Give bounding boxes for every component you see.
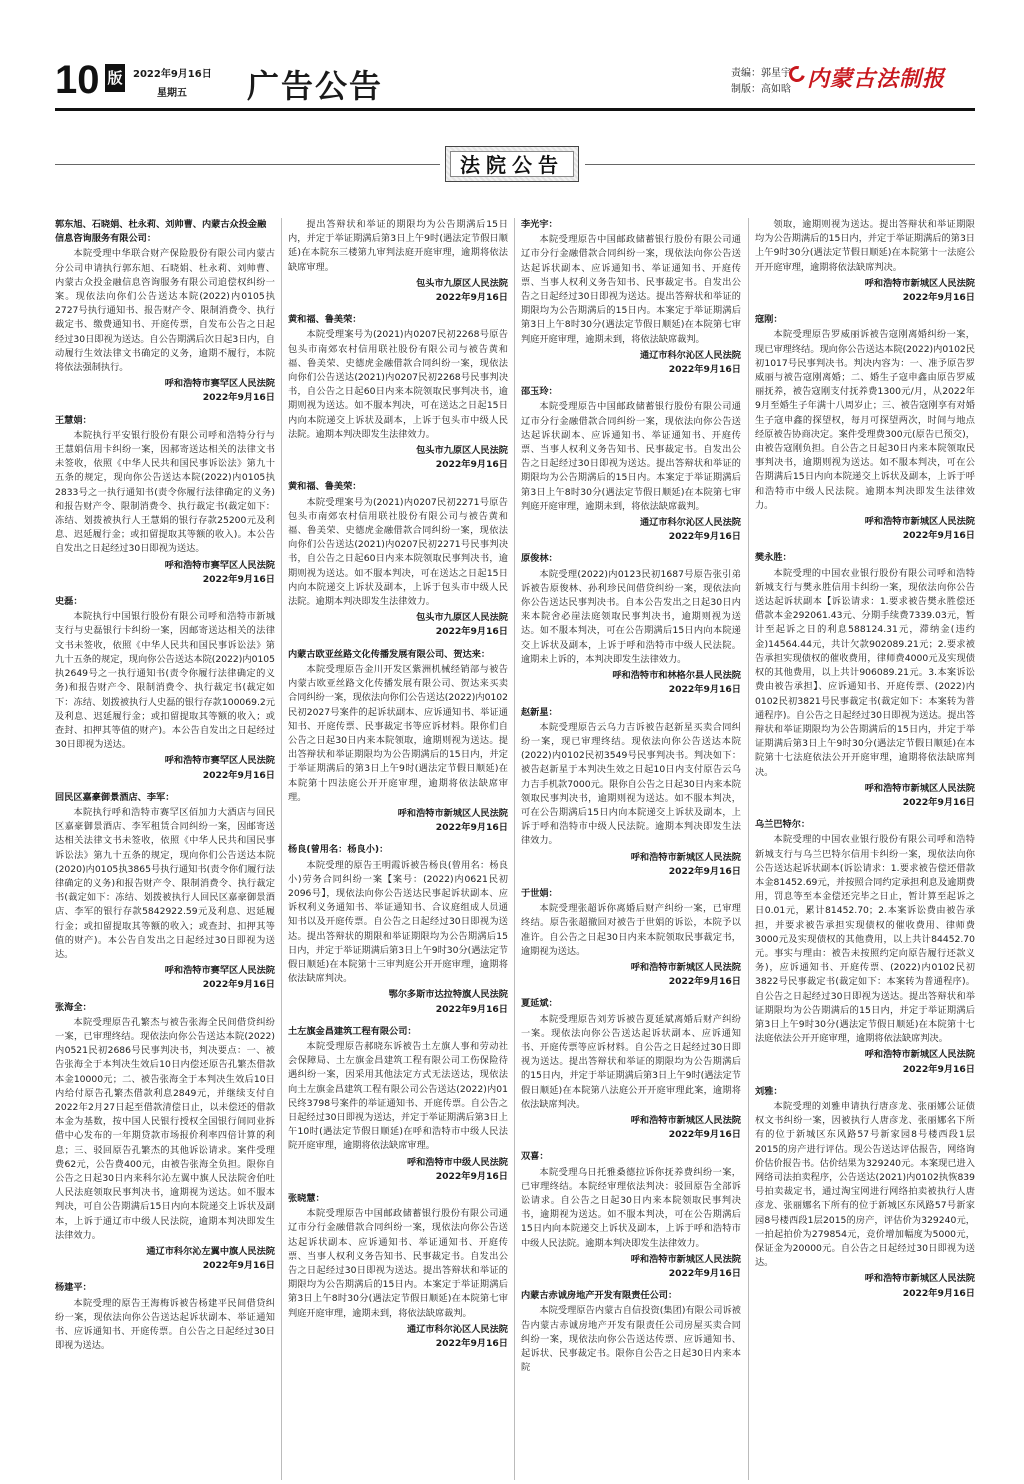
notice-date: 2022年9月16日 bbox=[902, 292, 975, 304]
notice-date: 2022年9月16日 bbox=[435, 626, 508, 638]
notice-party: 王慧娟： bbox=[55, 414, 92, 426]
notice-party: 杨良(曾用名：杨良小)： bbox=[288, 844, 389, 856]
notice-body: 本院受理原告中国邮政储蓄银行股份有限公司通辽市分行金融借款合同纠纷一案，现依法向你公告送达起诉状副本、应诉通知书、举证通知书、开庭传票、当事人权利义务告知书、民事裁定书。自发出公告之日起经过30日即视为送达。提出答辩状和举证的期限均为公告期满后的15日内。本案定于举证期满后第3日上午8时30分(遇法定节假日顺延)在本院第七审判庭开庭审理，逾期未到，将依法缺席裁判。 bbox=[521, 401, 741, 512]
ban-label: 版 bbox=[105, 64, 125, 92]
notice-date: 2022年9月16日 bbox=[668, 1129, 741, 1141]
notice-court: 通辽市科尔沁区人民法院 bbox=[406, 1323, 508, 1335]
notice-party: 土左旗金昌建筑工程有限公司： bbox=[288, 1025, 417, 1037]
notice-party: 寇刚： bbox=[755, 314, 783, 326]
notice-date: 2022年9月16日 bbox=[435, 1003, 508, 1015]
court-notice bbox=[521, 997, 741, 1142]
notice-date: 2022年9月16日 bbox=[202, 769, 275, 781]
notice-date: 2022年9月16日 bbox=[202, 979, 275, 991]
notice-party: 李光宇： bbox=[521, 219, 558, 230]
court-notice bbox=[755, 218, 975, 305]
notice-date: 2022年9月16日 bbox=[435, 459, 508, 471]
court-notice bbox=[755, 1085, 975, 1301]
notice-body: 本院受理原告孔繁杰与被告张海全民间借贷纠纷一案，已审理终结。现依法向你公告送达本院(2022)内0521民初2686号民事判决书，判决要点：一、被告张海全于本判决生效后10日内偿还原告孔繁杰借款本金10000元；二、被告张海全于本判决生效后10日内给付原告孔繁杰借款利息2849元，并继续支付自2022年2月27日起至借款清偿日止，以未偿还的借款本金为基数，按中国人民银行授权全国银行间同业拆借中心发布的一年期贷款市场报价利率四倍计算的利息；三、驳回原告孔繁杰的其他诉讼请求。案件受理费62元，公告费400元，由被告张海全负担。限你自公告之日起30日内来科尔沁左翼中旗人民法院舍伯吐人民法庭领取民事判决书，逾期视为送达。如不服本判决，可自公告期满后15日内向本院递交上诉状及副本，上诉于通辽市中级人民法院，逾期本判决即发生法律效力。 bbox=[55, 1016, 275, 1241]
notice-party: 樊永胜： bbox=[755, 552, 792, 564]
banner-rule-right bbox=[585, 164, 975, 165]
court-notice bbox=[288, 1192, 508, 1351]
court-notice bbox=[755, 313, 975, 543]
notice-body: 提出答辩状和举证的期限均为公告期满后15日内，并定于举证期满后第3日上午9时(遇法定节假日顺延)在本院东三楼第九审判法庭开庭审理，逾期将依法缺席审理。 bbox=[288, 219, 508, 273]
notice-party: 回民区嘉豪御景酒店、李军： bbox=[55, 791, 175, 803]
notice-body: 本院受理原告中国邮政储蓄银行股份有限公司通辽市分行金融借款合同纠纷一案，现依法向你公告送达起诉状副本、应诉通知书、举证通知书、开庭传票、当事人权利义务告知书、民事裁定书。自发出公告之日起经过30日即视为送达。提出答辩状和举证的期限均为公告期满后的15日内。本案定于举证期满后第3日上午8时30分(遇法定节假日顺延)在本院第七审判庭开庭审理，逾期未到，将依法缺席裁判。 bbox=[288, 1208, 508, 1319]
notice-body: 本院执行中国银行股份有限公司呼和浩特市新城支行与史磊银行卡纠纷一案，因邮寄送达相关的法律文书未签收，依照《中华人民共和国民事诉讼法》第九十五条的规定，现向你公告送达本院(2022)内0105执2649号之一执行通知书(责令你履行法律确定的义务)和报告财产令、限制消费令、执行裁定书(裁定如下：冻结、划拨被执行人史磊的银行存款100069.2元及利息、迟延履行金；或扣留提取其等额的收入；或查封、扣押其等值的财产)。本公告自发出之日起经过30日即视为送达。 bbox=[55, 611, 275, 751]
notice-court: 呼和浩特市和林格尔县人民法院 bbox=[612, 670, 741, 682]
notice-date: 2022年9月16日 bbox=[435, 1338, 508, 1350]
court-notice bbox=[55, 595, 275, 783]
court-notice bbox=[55, 1281, 275, 1353]
court-notice bbox=[521, 706, 741, 879]
notice-date: 2022年9月16日 bbox=[902, 530, 975, 542]
column-divider bbox=[281, 218, 282, 1480]
notice-date: 2022年9月16日 bbox=[668, 1268, 741, 1280]
notice-court: 包头市九原区人民法院 bbox=[416, 612, 508, 624]
court-notice bbox=[55, 791, 275, 993]
column-1 bbox=[55, 218, 275, 1480]
notice-court: 鄂尔多斯市达拉特旗人民法院 bbox=[388, 989, 508, 1001]
notice-body: 本院受理原告中国邮政储蓄银行股份有限公司通辽市分行金融借款合同纠纷一案，现依法向你公告送达起诉状副本、应诉通知书、举证通知书、开庭传票、当事人权利义务告知书、民事裁定书。自发出公告之日起经过30日即视为送达。提出答辩状和举证的期限均为公告期满后的15日内。本案定于举证期满后第3日上午8时30分(遇法定节假日顺延)在本院第七审判庭开庭审理，逾期未到，将依法缺席裁判。 bbox=[521, 234, 741, 345]
court-notice bbox=[55, 1001, 275, 1274]
notice-party: 刘雅： bbox=[755, 1085, 783, 1097]
notice-court: 呼和浩特市赛罕区人民法院 bbox=[164, 378, 275, 390]
notice-court: 通辽市科尔沁区人民法院 bbox=[639, 349, 741, 361]
notice-body: 本院受理原告金川开发区紫洲机械经销部与被告内蒙古欧亚丝路文化传播发展有限公司、贺达来买卖合同纠纷一案，现依法向你们公告送达(2022)内0102民初2027号案件的起诉状副本、应诉通知书、举证通知书、开庭传票、民事裁定书等应诉材料。限你们自公告之日起30日内来本院领取，逾期则视为送达。提出答辩状和举证期限均为公告期满后的15日内，并定于举证期满后的第3日上午9时(遇法定节假日顺延)在本院第十四法庭公开开庭审理，逾期将依法缺席审理。 bbox=[288, 663, 508, 803]
banner-title: 法院公告 bbox=[450, 151, 574, 177]
notice-date: 2022年9月16日 bbox=[668, 976, 741, 988]
notice-court: 通辽市科尔沁左翼中旗人民法院 bbox=[146, 1246, 275, 1258]
notice-body: 本院受理原告罗威丽诉被告寇刚离婚纠纷一案，现已审理终结。现向你公告送达本院(2022)内0102民初1017号民事判决书。判决内容为：一、准予原告罗威丽与被告寇刚离婚；二、婚生子寇申鑫由原告罗威丽抚养，被告寇刚支付抚养费1300元/月，从2022年9月至婚生子年满十八周岁止；三、被告寇刚享有对婚生子寇申鑫的探望权，每月可探望两次，时间与地点经原被告协商决定。案件受理费300元(原告已预交)，由被告寇刚负担。自公告之日起30日内来本院领取民事判决书，逾期则视为送达。如不服本判决，可在公告期满后15日内向本院递交上诉状及副本，上诉于呼和浩特市中级人民法院。逾期本判决即发生法律效力。 bbox=[755, 329, 975, 511]
notice-body: 本院受理原告云乌力吉诉被告赵新星买卖合同纠纷一案，现已审理终结。现依法向你公告送达本院(2022)内0102民初3549号民事判决书。判决如下：被告赵新星于本判决生效之日起10日内支付原告云乌力吉手机款7000元。限你自公告之日起30日内来本院领取民事判决书，逾期则视为送达。如不服本判决，可在公告期满后15日内向本院递交上诉状及副本，上诉于呼和浩特市中级人民法院。逾期本判决即发生法律效力。 bbox=[521, 721, 741, 847]
column-2 bbox=[288, 218, 508, 1480]
notice-court: 呼和浩特市新城区人民法院 bbox=[864, 782, 975, 794]
notice-party: 杨建平： bbox=[55, 1282, 92, 1294]
notice-date: 2022年9月16日 bbox=[902, 1063, 975, 1075]
notice-court: 包头市九原区人民法院 bbox=[416, 445, 508, 457]
court-notice bbox=[755, 551, 975, 810]
notice-court: 呼和浩特市新城区人民法院 bbox=[630, 961, 741, 973]
section-title: 广告公告 bbox=[247, 67, 384, 105]
notice-party: 黄和福、鲁美荣： bbox=[288, 314, 362, 326]
notice-court: 呼和浩特市赛罕区人民法院 bbox=[164, 755, 275, 767]
notice-body: 本院受理的原告王明霞诉被告杨良(曾用名：杨良小)劳务合同纠纷一案【案号：(2022)内0621民初2096号】，现依法向你公告送达民事起诉状副本、应诉权利义务通知书、举证通知书、合议庭组成人员通知书以及开庭传票。自公告之日起经过30日即视为送达。提出答辩状的期限和举证期限均为公告期满后15日内，并定于举证期满后第3日上午9时30分(遇法定节假日顺延)在本院第十三审判庭公开开庭审理，逾期将依法缺席判决。 bbox=[288, 859, 508, 985]
notice-party: 内蒙古赤诚房地产开发有限责任公司： bbox=[521, 1290, 678, 1302]
court-notice bbox=[521, 552, 741, 697]
notice-court: 呼和浩特市新城区人民法院 bbox=[630, 1253, 741, 1265]
notice-court: 呼和浩特市赛罕区人民法院 bbox=[164, 559, 275, 571]
notice-body: 本院受理的中国农业银行股份有限公司呼和浩特新城支行与樊永胜信用卡纠纷一案，现依法向你公告送达起诉状副本【诉讼请求：1.要求被告樊永胜偿还借款本金292061.43元、分期手续费7339.03元，暂计至起诉之日的利息588124.31元，滞纳金(违约金)14564.44元，共计欠款902089.21元；2.要求被告承担实现债权的催收费用，律师费4000元及实现债权的其他费用，以上共计906089.21元。3.本案诉讼费由被告承担】、应诉通知书、开庭传票、(2022)内0102民初3821号民事裁定书(裁定如下：本案转为普通程序)。自公告之日起经过30日即视为送达。提出答辩状和举证期限均为公告期满后的15日内，并定于举证期满后第3日上午9时30分(遇法定节假日顺延)在本院第十七法庭依法公开开庭审理，逾期将依法缺席判决。 bbox=[755, 567, 975, 778]
notice-party: 郭东旭、石晓娟、杜永莉、刘帅曹、内蒙古众投金融信息咨询服务有限公司： bbox=[55, 219, 267, 245]
court-notice bbox=[755, 818, 975, 1077]
court-notice bbox=[288, 1025, 508, 1184]
notice-date: 2022年9月16日 bbox=[668, 865, 741, 877]
notice-date: 2022年9月16日 bbox=[902, 796, 975, 808]
court-notice bbox=[521, 1150, 741, 1281]
notice-court: 呼和浩特市新城区人民法院 bbox=[397, 807, 508, 819]
court-notice bbox=[521, 887, 741, 989]
court-notice bbox=[521, 385, 741, 544]
page-number: 10 bbox=[55, 58, 100, 102]
court-notice bbox=[288, 218, 508, 305]
court-notice bbox=[55, 218, 275, 406]
column-4 bbox=[755, 218, 975, 1480]
notice-body: 本院受理原告内蒙古自信投资(集团)有限公司诉被告内蒙古赤诚房地产开发有限责任公司房屋买卖合同纠纷一案，现依法向你公告送达传票、应诉通知书、起诉状、民事裁定书。限你自公告之日起30日内来本院 bbox=[521, 1305, 741, 1374]
notice-court: 呼和浩特市新城区人民法院 bbox=[864, 1273, 975, 1285]
notice-body: 本院受理乌日托雅桑德拉诉你抚养费纠纷一案，已审理终结。本院经审理依法判决：驳回原告全部诉讼请求。自公告之日起30日内来本院领取民事判决书，逾期视为送达。如不服本判决，可在公告期满后15日内向本院递交上诉状及副本，上诉于呼和浩特市中级人民法院。逾期本判决即发生法律效力。 bbox=[521, 1166, 741, 1249]
notice-date: 2022年9月16日 bbox=[668, 364, 741, 376]
court-notice bbox=[288, 843, 508, 1016]
notice-body: 本院受理案号为(2021)内0207民初2271号原告包头市南郊农村信用联社股份有限公司与被告黄和福、鲁美荣、史德虎金融借款合同纠纷一案，现依法向你们公告送达(2021)内0207民初2271号民事判决书，自公告之日起60日内来本院领取民事判决书，逾期则视为送达。如不服本判决，可在送达之日起15日内向本院递交上诉状及副本，上诉于包头市中级人民法院。逾期本判决即发生法律效力。 bbox=[288, 496, 508, 608]
banner-rule-left bbox=[55, 164, 440, 165]
notice-columns bbox=[55, 218, 975, 1480]
notice-date: 2022年9月16日 bbox=[668, 684, 741, 696]
notice-date: 2022年9月16日 bbox=[202, 1260, 275, 1272]
notice-date: 2022年9月16日 bbox=[668, 531, 741, 543]
notice-body: 本院受理原告刘芳诉被告夏延斌离婚后财产纠纷一案。现依法向你公告送达起诉状副本、应诉通知书、开庭传票等应诉材料。自公告之日起经过30日即视为送达。提出答辩状和举证的期限均为公告期满后的15日内，并定于举证期满后第3日上午9时(遇法定节假日顺延)在本院第八法庭公开开庭审理此案，逾期将依法缺席判决。 bbox=[521, 1013, 741, 1110]
notice-court: 包头市九原区人民法院 bbox=[416, 277, 508, 289]
notice-party: 邵玉玲： bbox=[521, 386, 558, 398]
column-3 bbox=[521, 218, 741, 1480]
court-notice bbox=[521, 218, 741, 377]
issue-weekday: 星期五 bbox=[157, 88, 187, 99]
notice-body: 本院受理的中国农业银行股份有限公司呼和浩特新城支行与乌兰巴特尔信用卡纠纷一案，现依法向你公告送达起诉状副本(诉讼请求：1.要求被告偿还借款本金81452.69元，并按照合同约定承担利息及逾期费用，罚息等至本金偿还完毕之日止，暂计算至起诉之日0.01元，累计81452.70；2.本案诉讼费由被告承担，并要求被告承担实现债权的催收费用、律师费3000元及实现债权的其他费用，以上共计84452.70元。事实与理由：被告未按照约定向原告履行还款义务)，应诉通知书、开庭传票、(2022)内0102民初3822号民事裁定书(裁定如下：本案转为普通程序)。自公告之日起经过30日即视为送达。提出答辩状和举证期限均为公告期满后的15日内，并定于举证期满后第3日上午9时30分(遇法定节假日顺延)在本院第十七法庭依法公开开庭审理，逾期将依法缺席判决。 bbox=[755, 834, 975, 1045]
notice-body: 领取，逾期则视为送达。提出答辩状和举证期限均为公告期满后的15日内，并定于举证期满后的第3日上午9时30分(遇法定节假日顺延)在本院第十一法庭公开开庭审理，逾期将依法缺席判决。 bbox=[755, 219, 975, 273]
notice-party: 张晓慧： bbox=[288, 1193, 325, 1204]
court-notice bbox=[288, 648, 508, 836]
masthead bbox=[55, 60, 975, 108]
notice-date: 2022年9月16日 bbox=[435, 822, 508, 834]
notice-court: 通辽市科尔沁区人民法院 bbox=[639, 517, 741, 529]
notice-party: 乌兰巴特尔： bbox=[755, 819, 811, 831]
editor-credit: 责编：郭星宇 bbox=[731, 68, 791, 79]
notice-party: 内蒙古欧亚丝路文化传播发展有限公司、贺达来： bbox=[288, 648, 491, 660]
notice-party: 赵新星： bbox=[521, 706, 558, 718]
notice-party: 史磊： bbox=[55, 596, 83, 608]
court-notice bbox=[288, 480, 508, 639]
column-divider bbox=[748, 218, 749, 1480]
notice-court: 呼和浩特市中级人民法院 bbox=[406, 1156, 508, 1168]
notice-body: 本院执行呼和浩特市赛罕区佰加力大酒店与回民区嘉豪御景酒店、李军租赁合同纠纷一案，因邮寄送达相关法律文书未签收，依照《中华人民共和国民事诉讼法》第九十五条的规定，现向你们公告送达本院(2020)内0105执3865号执行通知书(责令你们履行法律确定的义务)和报告财产令、限制消费令、执行裁定书(裁定如下：冻结、划拨被执行人回民区嘉豪御景酒店、李军的银行存款5842922.59元及利息、迟延履行金；或扣留提取其等额的收入；或查封、扣押其等值的财产)。本公告自发出之日起经过30日即视为送达。 bbox=[55, 806, 275, 960]
notice-date: 2022年9月16日 bbox=[435, 1170, 508, 1182]
court-notice bbox=[55, 414, 275, 587]
notice-body: 本院受理张超诉你离婚后财产纠纷一案，已审理终结。原告张超撤回对被告于世娟的诉讼，本院予以准许。自公告之日起30日内来本院领取民事裁定书，逾期视为送达。 bbox=[521, 903, 741, 957]
producer-credit: 制版：高如晗 bbox=[731, 84, 791, 95]
notice-body: 本院受理(2022)内0123民初1687号原告张引弟诉被告原俊林、孙利珍民间借贷纠纷一案，现依法向你公告送达民事判决书。自本公告发出之日起30日内来本院舍必崖法庭领取民事判决书，逾期则视为送达。如不服本判决，可在公告期满后15日内向本院递交上诉状及副本，上诉于呼和浩特市中级人民法院。逾期未上诉的，本判决即发生法律效力。 bbox=[521, 568, 741, 665]
notice-body: 本院受理原告郝晓东诉被告土左旗人事和劳动社会保障局、土左旗金昌建筑工程有限公司工伤保险待遇纠纷一案，因采用其他法定方式无法送达，现依法向土左旗金昌建筑工程有限公司公告送达(2022)内01民终3798号案件的举证通知书、开庭传票。自公告之日起经过30日即视为送达，并定于举证期满后第3日上午10时(遇法定节假日顺延)在呼和浩特市中级人民法院开庭审理，逾期将依法缺席审理。 bbox=[288, 1040, 508, 1152]
header-rule bbox=[55, 108, 975, 111]
notice-date: 2022年9月16日 bbox=[435, 292, 508, 304]
newspaper-logo: 内蒙古法制报 bbox=[807, 66, 946, 92]
notice-court: 呼和浩特市新城区人民法院 bbox=[630, 1114, 741, 1126]
notice-party: 于世娟： bbox=[521, 887, 558, 899]
notice-body: 本院受理中华联合财产保险股份有限公司内蒙古分公司申请执行郭东旭、石晓娟、杜永莉、刘帅曹、内蒙古众投金融信息咨询服务有限公司追偿权纠纷一案。现依法向你们公告送达本院(2022)内0105执2727号执行通知书、报告财产令、限制消费令、执行裁定书、缴费通知书、开庭传票，自发布公告之日起经过30日即视为送达。自公告期满后次日起3日内，自动履行生效法律文书确定的义务，逾期不履行，本院将依法强制执行。 bbox=[55, 248, 275, 374]
notice-party: 双喜： bbox=[521, 1151, 549, 1163]
notice-body: 本院受理案号为(2021)内0207民初2268号原告包头市南郊农村信用联社股份有限公司与被告黄和福、鲁美荣、史德虎金融借款合同纠纷一案，现依法向你们公告送达(2021)内0207民初2268号民事判决书，自公告之日起60日内来本院领取民事判决书，逾期则视为送达。如不服本判决，可在送达之日起15日内向本院递交上诉状及副本，上诉于包头市中级人民法院。逾期本判决即发生法律效力。 bbox=[288, 329, 508, 440]
issue-date: 2022年9月16日 bbox=[133, 69, 212, 80]
notice-date: 2022年9月16日 bbox=[202, 573, 275, 585]
notice-court: 呼和浩特市新城区人民法院 bbox=[864, 516, 975, 528]
notice-body: 本院受理的刘雅申请执行唐彦龙、张丽娜公证债权文书纠纷一案，因被执行人唐彦龙、张丽娜名下所有的位于新城区东风路57号新家园8号楼西段1层2015的房产进行评估。现公告送达评估报告，网络询价估价报告书。估价结果为329240元。本案现已进入网络司法拍卖程序，公告送达(2021)内0102执恢839号拍卖裁定书，通过淘宝网进行网络拍卖被执行人唐彦龙、张丽娜名下所有的位于新城区东风路57号新家园8号楼西段1层2015的房产，评估价为329240元，一拍起拍价为279854元，竞价增加幅度为5000元，保证金为20000元。自公告之日起经过30日即视为送达。 bbox=[755, 1100, 975, 1269]
notice-court: 呼和浩特市新城区人民法院 bbox=[864, 277, 975, 289]
court-notice bbox=[521, 1289, 741, 1375]
notice-court: 呼和浩特市新城区人民法院 bbox=[864, 1049, 975, 1061]
notice-body: 本院执行平安银行股份有限公司呼和浩特分行与王慧娟信用卡纠纷一案，因郝寄送达相关的法律文书未签收，依照《中华人民共和国民事诉讼法》第九十五条的规定，现向你公告送达本院(2022)内0105执2833号之一执行通知书(责令你履行法律确定的义务)和报告财产令、限制消费令、执行裁定书(裁定如下：冻结、划拨被执行人王慧娟的银行存款25200元及利息、迟延履行金；或扣留提取其等额的收入)。本公告自发出之日起经过30日即视为送达。 bbox=[55, 429, 275, 555]
court-notice bbox=[288, 313, 508, 472]
notice-party: 黄和福、鲁美荣： bbox=[288, 481, 362, 493]
notice-court: 呼和浩特市赛罕区人民法院 bbox=[164, 965, 275, 977]
notice-date: 2022年9月16日 bbox=[902, 1287, 975, 1299]
column-divider bbox=[514, 218, 515, 1480]
notice-date: 2022年9月16日 bbox=[202, 392, 275, 404]
notice-court: 呼和浩特市新城区人民法院 bbox=[630, 851, 741, 863]
court-notice-banner bbox=[445, 146, 579, 182]
notice-party: 张海全： bbox=[55, 1001, 92, 1013]
notice-body: 本院受理的原告王海梅诉被告杨建平民间借贷纠纷一案，现依法向你公告送达起诉状副本、举证通知书、应诉通知书、开庭传票。自公告之日起经过30日即视为送达。 bbox=[55, 1297, 275, 1352]
notice-party: 原俊林： bbox=[521, 553, 558, 565]
notice-party: 夏延斌： bbox=[521, 998, 558, 1010]
